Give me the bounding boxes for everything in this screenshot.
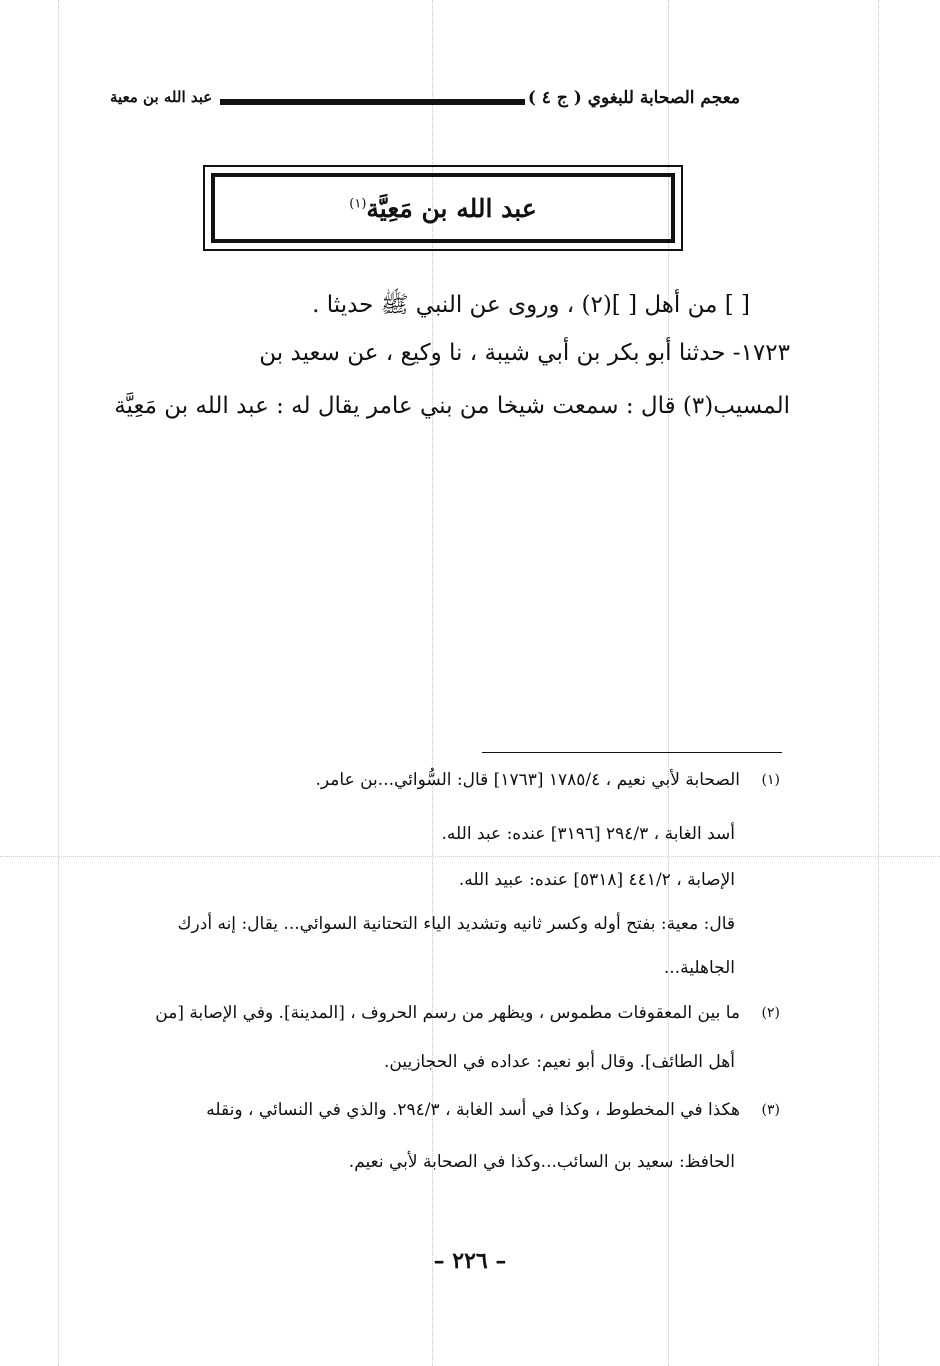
body-line-1-text: [ ] من أهل [ ](٢) ، وروى عن النبي ﷺ حديثا . [312, 292, 750, 318]
body-line-2-text: ١٧٢٣- حدثنا أبو بكر بن أبي شيبة ، نا وكيع ، عن سعيد بن [259, 340, 790, 366]
body-line-3-text: المسيب(٣) قال : سمعت شيخا من بني عامر يقال له : عبد الله بن مَعِيَّة [114, 393, 790, 419]
body-line-1 [90, 290, 750, 324]
chapter-title-text: عبد الله بن مَعِيَّة [366, 193, 537, 223]
footnote-number: (٢) [761, 1005, 780, 1021]
footnote-text: الصحابة لأبي نعيم ، ١٧٨٥/٤ [١٧٦٣] قال: السُّوائي...بن عامر. [315, 770, 740, 790]
chapter-title [349, 194, 536, 223]
header-rule [220, 99, 525, 105]
chapter-title-box [203, 165, 683, 251]
footnote-1-line-4: قال: معية: بفتح أوله وكسر ثانيه وتشديد الياء التحتانية السوائي... يقال: إنه أدرك [177, 914, 735, 934]
page-number: – ٢٢٦ – [433, 1248, 507, 1274]
footnote-2-line-2: أهل الطائف]. وقال أبو نعيم: عداده في الحجازيين. [384, 1052, 735, 1072]
body-line-2 [100, 340, 790, 366]
footnote-separator [482, 752, 782, 753]
scan-artifact-line [878, 0, 879, 1366]
title-footnote-ref: (١) [349, 196, 367, 212]
book-title: معجم الصحابة للبغوي ( ج ٤ ) [527, 88, 740, 108]
footnote-1-line-2: أسد الغابة ، ٢٩٤/٣ [٣١٩٦] عنده: عبد الله. [441, 824, 735, 844]
footnote-number: (٣) [761, 1102, 780, 1118]
footnote-text: ما بين المعقوفات مطموس ، ويظهر من رسم الحروف ، [المدينة]. وفي الإصابة [من [155, 1003, 740, 1023]
footnote-3-line-2: الحافظ: سعيد بن السائب...وكذا في الصحابة لأبي نعيم. [348, 1152, 735, 1172]
section-title: عبد الله بن معية [110, 88, 213, 106]
chapter-title-inner [211, 173, 675, 243]
footnote-number: (١) [761, 772, 780, 788]
body-line-3 [100, 393, 790, 419]
scan-artifact-line [58, 0, 59, 1366]
footnote-text: هكذا في المخطوط ، وكذا في أسد الغابة ، ٢٩٤/٣. والذي في النسائي ، ونقله [206, 1100, 740, 1120]
running-header [110, 88, 740, 118]
scan-artifact-line [0, 856, 940, 857]
footnote-1-line-3: الإصابة ، ٤٤١/٢ [٥٣١٨] عنده: عبيد الله. [458, 870, 735, 890]
footnote-1-line-5: الجاهلية... [663, 958, 735, 978]
